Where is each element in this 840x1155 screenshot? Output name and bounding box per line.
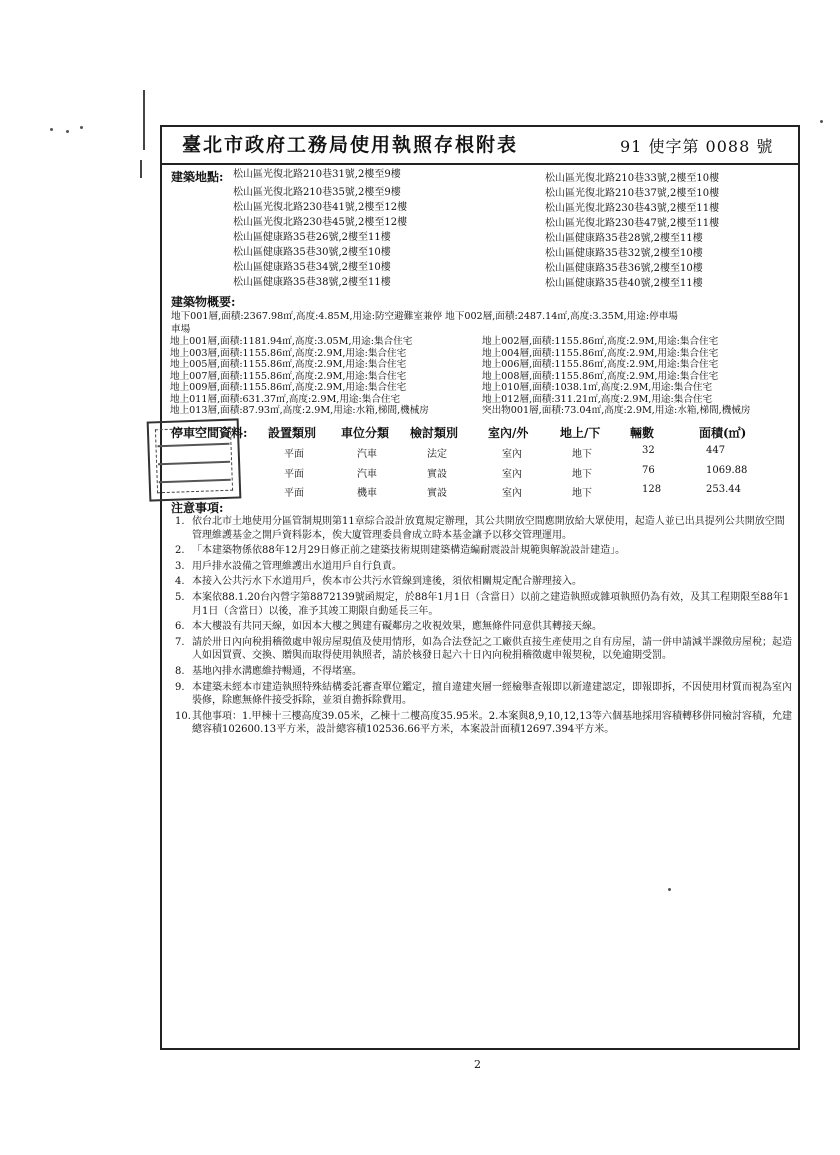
parking-cell: 實設 (427, 469, 447, 480)
note-number: 8. (175, 665, 185, 677)
note-text: 基地內排水溝應維持暢通，不得堵塞。 (192, 665, 362, 677)
note-text: 「本建築物係依88年12月29日修正前之建築技術規則建築構造編耐震設計規範與解說設計建造」。 (192, 545, 626, 557)
parking-header-type: 設置類別 (268, 426, 317, 440)
parking-header-area: 面積(㎡) (699, 426, 747, 440)
parking-cell: 76 (642, 465, 655, 476)
note-text: 本大樓設有共同天線，如因本大樓之興建有礙鄰房之收視效果，應無條件同意供其轉接天線。 (192, 621, 602, 633)
parking-cell: 平面 (284, 449, 304, 460)
note-item (172, 560, 792, 574)
building-site-address: 松山區健康路35巷40號,2樓至11樓 (545, 278, 703, 289)
floor-entry: 地上011層,面積:631.37㎡,高度:2.9M,用途:集合住宅 (170, 393, 401, 405)
floor-entry: 地上004層,面積:1155.86㎡,高度:2.9M,用途:集合住宅 (482, 347, 719, 359)
parking-cell: 法定 (427, 449, 447, 460)
parking-cell: 447 (706, 445, 726, 456)
building-site-address: 松山區健康路35巷28號,2樓至11樓 (545, 233, 703, 244)
building-site-address: 松山區健康路35巷34號,2樓至10樓 (233, 262, 391, 273)
parking-cell: 平面 (284, 488, 304, 499)
building-site-address: 松山區光復北路210巷33號,2樓至10樓 (545, 173, 720, 184)
parking-cell: 地下 (572, 469, 592, 480)
note-number: 7. (175, 636, 185, 648)
floor-entry: 突出物001層,面積:73.04㎡,高度:2.9M,用途:水箱,梯間,機械房 (482, 405, 751, 416)
scan-dot (50, 128, 53, 131)
building-site-address: 松山區光復北路210巷37號,2樓至10樓 (545, 188, 720, 199)
note-item (172, 544, 792, 558)
note-item (172, 620, 792, 634)
page-number: 2 (474, 1058, 481, 1071)
note-text: 本案依88.1.20台內營字第8872139號函規定，於88年1月1日（含當日）以前之建造執照或雜項執照仍為有效，及其工程期限至88年1月1日（含當日）以後，准予其竣工期限自動延長三年。 (192, 591, 790, 617)
basement-line-continued: 車場 (171, 324, 191, 335)
note-number: 9. (175, 681, 185, 693)
note-number: 4. (175, 576, 185, 588)
building-site-address: 松山區光復北路230巷41號,2樓至12樓 (233, 202, 408, 213)
building-site-address: 松山區健康路35巷30號,2樓至10樓 (233, 247, 391, 258)
overview-label: 建築物概要: (171, 295, 236, 309)
note-item (172, 710, 792, 737)
parking-cell: 汽車 (357, 449, 377, 460)
scan-mark (143, 90, 145, 150)
floor-entry: 地上008層,面積:1155.86㎡,高度:2.9M,用途:集合住宅 (482, 370, 719, 382)
parking-header-indoor: 室內/外 (488, 426, 529, 440)
note-item (172, 591, 792, 618)
parking-cell: 1069.88 (706, 465, 748, 476)
parking-cell: 32 (642, 445, 655, 456)
note-item (172, 636, 792, 663)
parking-header-level: 地上/下 (560, 426, 601, 440)
floors-right-list (482, 336, 751, 417)
floor-entry: 地上001層,面積:1181.94㎡,高度:3.05M,用途:集合住宅 (170, 336, 413, 347)
document-title: 臺北市政府工務局使用執照存根附表 (182, 134, 519, 156)
building-site-address: 松山區健康路35巷26號,2樓至11樓 (233, 232, 391, 243)
building-site-address: 松山區健康路35巷32號,2樓至10樓 (545, 248, 703, 259)
parking-header-review: 檢討類別 (410, 426, 459, 440)
note-text: 用戶排水設備之管理維護出水道用戶自行負責。 (192, 560, 402, 572)
floors-left-list (170, 336, 429, 417)
notes-label: 注意事項: (171, 501, 224, 515)
note-item (172, 515, 792, 542)
parking-cell: 室內 (502, 469, 522, 480)
parking-cell: 253.44 (706, 484, 741, 495)
parking-cell: 地下 (572, 488, 592, 499)
parking-cell: 實設 (427, 488, 447, 499)
note-item (172, 575, 792, 589)
note-number: 1. (175, 516, 185, 527)
notes-list (172, 515, 792, 739)
floor-entry: 地上009層,面積:1155.86㎡,高度:2.9M,用途:集合住宅 (170, 382, 407, 393)
note-number: 6. (175, 621, 185, 633)
building-site-address: 松山區光復北路210巷31號,2樓至9樓 (233, 169, 401, 180)
building-site-right-list (545, 169, 719, 289)
note-text: 本接入公共污水下水道用戶，俟本市公共污水管線到達後，須依相關規定配合辦理接入。 (192, 576, 582, 588)
parking-cell: 平面 (284, 469, 304, 480)
floor-entry: 地上005層,面積:1155.86㎡,高度:2.9M,用途:集合住宅 (170, 359, 407, 370)
note-text: 依台北市土地使用分區管制規則第11章綜合設計放寬規定辦理，其公共開放空間應開放給大眾使用，起造人並已出具提列公共開放空間管理維護基金之開戶資料影本，俟大廈管理委員會成立時本基金讓予以移交管理運用。 (192, 516, 785, 541)
note-number: 3. (175, 560, 185, 572)
floor-entry: 地上007層,面積:1155.86㎡,高度:2.9M,用途:集合住宅 (170, 370, 407, 382)
parking-cell: 汽車 (357, 469, 377, 480)
permit-number: 91 使字第 0088 號 (620, 137, 774, 156)
parking-header-count: 輛數 (630, 426, 655, 440)
parking-label: 停車空間資料: (171, 426, 248, 440)
building-site-address: 松山區光復北路230巷47號,2樓至11樓 (545, 218, 720, 229)
note-number: 5. (175, 591, 185, 603)
building-site-label: 建築地點: (171, 170, 224, 184)
building-site-address: 松山區光復北路230巷43號,2樓至11樓 (545, 203, 720, 214)
note-text: 請於卅日內向稅捐稽徵處申報房屋現值及使用情形，如為合法登記之工廠供直接生產使用之自有房屋，請一併申請減半課徵房屋稅；起造人如因買賣、交換、贈與而取得使用執照者，請於核發日起六十日內向稅捐稽徵處申報契稅，以免逾期受罰。 (192, 636, 792, 662)
basement-line: 地下001層,面積:2367.98㎡,高度:4.85M,用途:防空避難室兼停 地下002層,面積:2487.14㎡,高度:3.35M,用途:停車場 (171, 311, 678, 322)
parking-cell: 地下 (572, 449, 592, 460)
floor-entry: 地上003層,面積:1155.86㎡,高度:2.9M,用途:集合住宅 (170, 347, 407, 359)
note-item (172, 665, 792, 679)
parking-header-category: 車位分類 (341, 426, 390, 440)
note-item (172, 681, 792, 708)
floor-entry: 地上010層,面積:1038.1㎡,高度:2.9M,用途:集合住宅 (482, 382, 713, 393)
scan-dot (66, 130, 69, 133)
note-number: 2. (175, 545, 185, 557)
building-site-address: 松山區健康路35巷36號,2樓至10樓 (545, 263, 703, 274)
floor-entry: 地上006層,面積:1155.86㎡,高度:2.9M,用途:集合住宅 (482, 359, 719, 370)
floor-entry: 地上002層,面積:1155.86㎡,高度:2.9M,用途:集合住宅 (482, 336, 719, 347)
note-text: 其他事項：1.甲棟十三樓高度39.05米，乙棟十二樓高度35.95米。2.本案與8,9,10,12,13等六個基地採用容積轉移併同檢討容積，允建總容積102600.13平方米，設計總容積102536.66平方米，本案設計面積12697.394平方米。 (192, 710, 792, 736)
parking-cell: 室內 (502, 488, 522, 499)
floor-entry: 地上013層,面積:87.93㎡,高度:2.9M,用途:水箱,梯間,機械房 (170, 405, 429, 416)
parking-cell: 室內 (502, 449, 522, 460)
scan-dot (820, 120, 823, 123)
floor-entry: 地上012層,面積:311.21㎡,高度:2.9M,用途:集合住宅 (482, 393, 713, 405)
note-text: 本建築未經本市建造執照特殊結構委託審查單位鑑定，擅自違建夾層一經檢舉查報即以新違建認定，即報即拆，不因使用材質而視為室內裝修，除應無條件接受拆除，並須自擔拆除費用。 (192, 681, 792, 707)
building-site-address: 松山區健康路35巷38號,2樓至11樓 (233, 277, 391, 288)
building-site-address: 松山區光復北路210巷35號,2樓至9樓 (233, 187, 401, 198)
parking-cell: 機車 (357, 488, 377, 499)
scan-mark (140, 160, 142, 178)
building-site-address: 松山區光復北路230巷45號,2樓至12樓 (233, 217, 408, 228)
parking-cell: 128 (642, 484, 662, 495)
note-number: 10. (175, 710, 191, 722)
building-site-left-list (233, 183, 407, 288)
scan-dot (80, 126, 83, 129)
